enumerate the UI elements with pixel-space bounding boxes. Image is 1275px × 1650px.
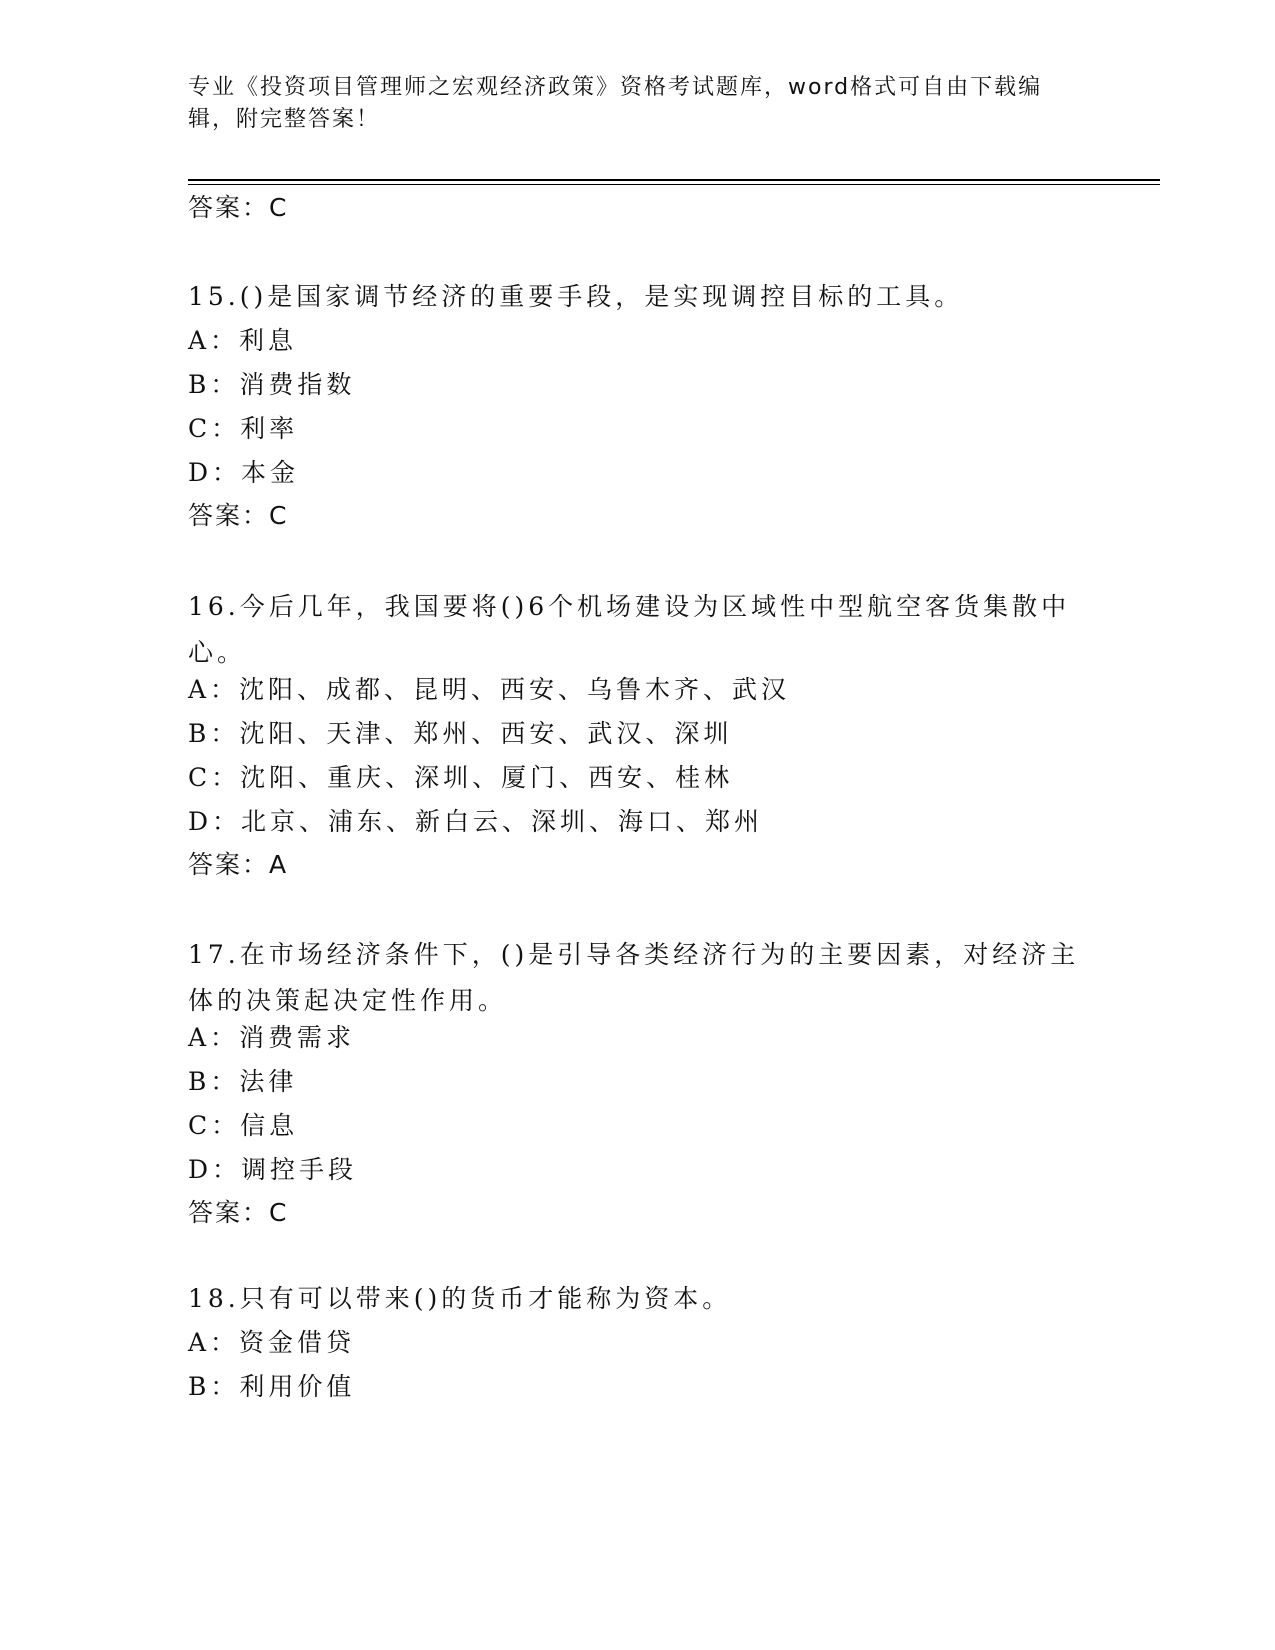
question-15-text: 15.()是国家调节经济的重要手段，是实现调控目标的工具。 — [188, 282, 964, 311]
page-header: 专业《投资项目管理师之宏观经济政策》资格考试题库，word格式可自由下载编辑，附完整答案！ — [188, 75, 1043, 132]
question-17-option-c: C：信息 — [188, 1111, 299, 1140]
question-15-answer: 答案：C — [188, 501, 289, 530]
question-16-option-a: A：沈阳、成都、昆明、西安、乌鲁木齐、武汉 — [188, 675, 791, 704]
question-16-option-d: D：北京、浦东、新白云、深圳、海口、郑州 — [188, 807, 764, 836]
question-17-option-b: B：法律 — [188, 1067, 298, 1096]
question-15-option-a: A：利息 — [188, 326, 298, 355]
question-17-option-d: D：调控手段 — [188, 1155, 358, 1184]
question-17-text: 17.在市场经济条件下，()是引导各类经济行为的主要因素，对经济主体的决策起决定性作用。 — [188, 940, 1080, 1015]
answer-line: 答案：C — [188, 193, 289, 222]
header-divider-thin — [188, 184, 1160, 185]
question-18-text: 18.只有可以带来()的货币才能称为资本。 — [188, 1284, 732, 1313]
question-18-option-b: B：利用价值 — [188, 1372, 356, 1401]
question-15-option-b: B：消费指数 — [188, 370, 356, 399]
question-17-answer: 答案：C — [188, 1198, 289, 1227]
question-16-text: 16.今后几年，我国要将()6个机场建设为区域性中型航空客货集散中心。 — [188, 592, 1071, 667]
header-divider-thick — [188, 179, 1160, 181]
question-16-option-b: B：沈阳、天津、郑州、西安、武汉、深圳 — [188, 719, 733, 748]
question-15-option-c: C：利率 — [188, 414, 299, 443]
question-16-option-c: C：沈阳、重庆、深圳、厦门、西安、桂林 — [188, 763, 734, 792]
question-17-option-a: A：消费需求 — [188, 1023, 356, 1052]
question-18-option-a: A：资金借贷 — [188, 1328, 356, 1357]
question-16-answer: 答案：A — [188, 850, 289, 879]
question-15-option-d: D：本金 — [188, 458, 300, 487]
